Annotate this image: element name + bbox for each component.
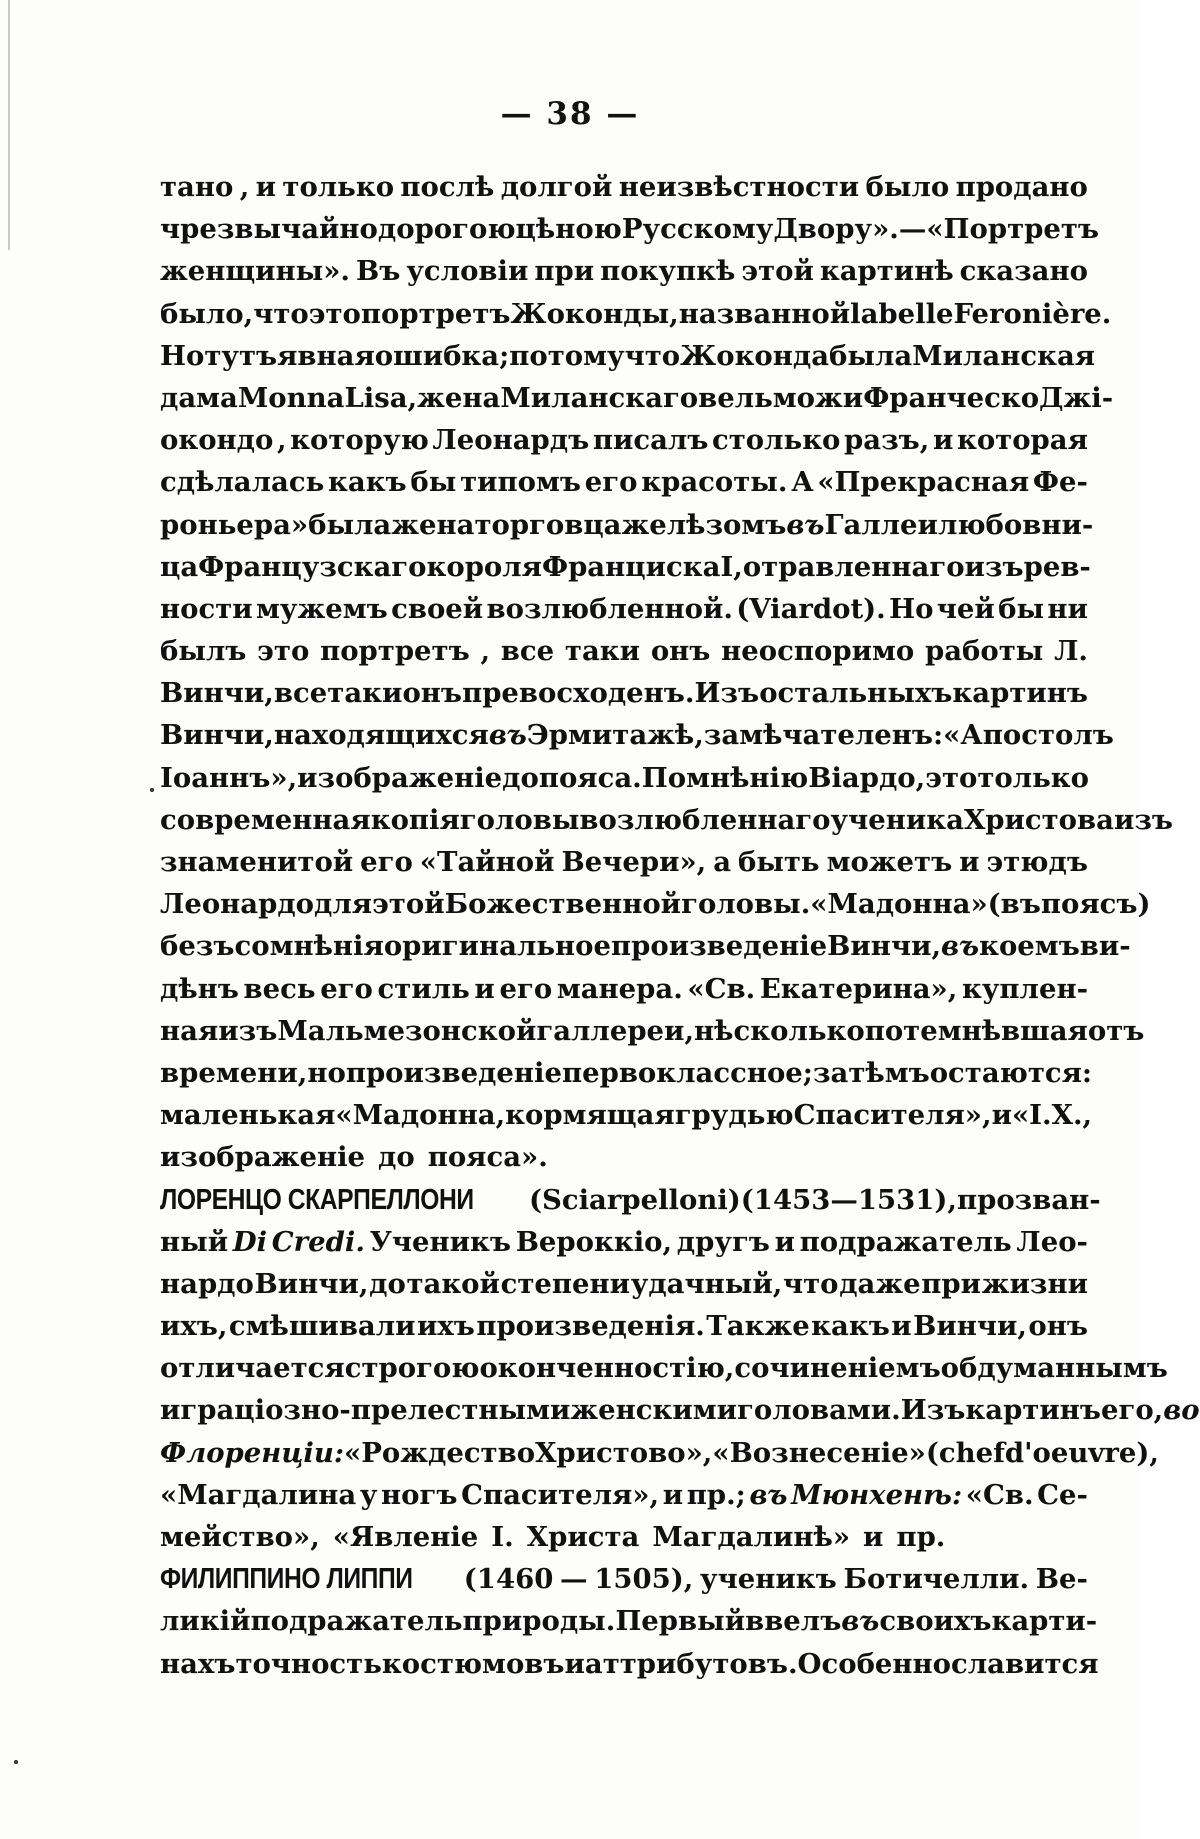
text-line: тано , и только послѣ долгой неизвѣстности было продано [160,171,1088,203]
text-line: ФИЛИППИНО ЛИППИ (1460 — 1505), ученикъ Ботичелли. Ве- [160,1558,1088,1600]
text-line: Но тутъ явная ошибка; потому что Жоконда была Миланская [160,339,1096,372]
text-line: роньера» была жена торговца желѣзомъ въ Галле и любовни- [160,508,1094,541]
text-line: и граціозно-прелестными женскими головами. Изъ картинъ его, во [160,1394,1200,1427]
text-line: Іоаннъ», изображеніе до пояса. По мнѣнію Віардо, это только [160,761,1089,794]
text-line: знаменитой его «Тайной Вечери», а быть можетъ и этюдъ [160,846,1088,878]
text-line: ихъ, смѣшивали ихъ произведенія. Также какъ и Винчи, онъ [160,1310,1088,1343]
text-line: маленькая «Мадонна, кормящая грудью Спасителя», и «I. X., [160,1099,1093,1132]
ink-speck [14,1760,18,1764]
text-line: нахъ точность костюмовъ и аттрибутовъ. Особенно славится [160,1647,1099,1680]
page-number: — 38 — [500,96,640,132]
text-line: Винчи, находящихся въ Эрмитажѣ, замѣчателенъ: «Апостолъ [160,719,1114,752]
text-line: былъ это портретъ , все таки онъ неоспоримо работы Л. [160,635,1088,668]
text-line: «Магдалина у ногъ Спасителя», и пр.; въ Мюнхенѣ: «Св. Се- [160,1478,1088,1511]
text-line: дѣнъ весь его стиль и его манера. «Св. Екатерина», куплен- [160,972,1088,1005]
ink-speck [150,788,154,792]
text-line: времени, но произведеніе первоклассное ; за тѣмъ остаются: [160,1056,1093,1089]
artist-name-heading: ФИЛИППИНО ЛИППИ [160,1563,413,1596]
text-line: современная копія головы возлюбленнаго ученика Христова изъ [160,803,1173,836]
body-text [160,166,1200,1685]
text-line: ности мужемъ своей возлюбленной. (Viardot). Но чей бы ни [160,592,1088,625]
text-line: было, что это портретъ Жоконды, названной la belle Feronière. [160,297,1112,330]
text-line: мейство», «Явленіе I. Христа Магдалинѣ» и пр. [160,1521,946,1553]
text-line: безъ сомнѣнія оригинальное произведеніе Винчи, въ коемъ ви- [160,930,1131,963]
text-line: отличается строгою оконченностію, сочиненіемъ обдуманнымъ [160,1352,1168,1385]
text-line: ная изъ Мальмезонской галлереи, нѣсколько потемнѣвшая отъ [160,1014,1145,1047]
text-line: нардо Винчи, до такой степени удачный, что даже при жизни [160,1267,1088,1300]
text-line: дама Monna Lisa, жена Миланскаго вельможи Франческо Джі- [160,381,1114,414]
text-line: Винчи, все таки онъ превосходенъ. Изъ остальныхъ картинъ [160,677,1088,710]
text-line: чрезвычайно дорогою цѣною Русскому Двору». — «Портретъ [160,213,1099,246]
artist-name-heading: ЛОРЕНЦО СКАРПЕЛЛОНИ [160,1183,474,1216]
text-line: ЛОРЕНЦО СКАРПЕЛЛОНИ (Sciarpelloni) (1453—1531), прозван- [160,1179,1088,1221]
text-line: окондо , которую Леонардъ писалъ столько разъ, и которая [160,424,1088,457]
text-line: изображеніе до пояса». [160,1141,548,1174]
text-line: Флоренціи: «Рождество Христово», «Вознесеніе» (chef d'oeuvre), [160,1436,1159,1469]
text-line: ликій подражатель природы. Первый ввелъ въ своихъ карти- [160,1605,1098,1638]
text-line: ца Французскаго короля Франциска I, отравленнаго изъ рев- [160,550,1091,583]
text-line: сдѣлалась какъ бы типомъ его красоты. А «Прекрасная Фе- [160,466,1088,499]
text-line: женщины». Въ условіи при покупкѣ этой картинѣ сказано [160,255,1088,288]
text-line: ный Di Credi. Ученикъ Вероккіо, другъ и подражатель Лео- [160,1225,1088,1258]
text-line: Леонардо для этой Божественной головы. «Мадонна» (въ поясъ) [160,888,1151,921]
